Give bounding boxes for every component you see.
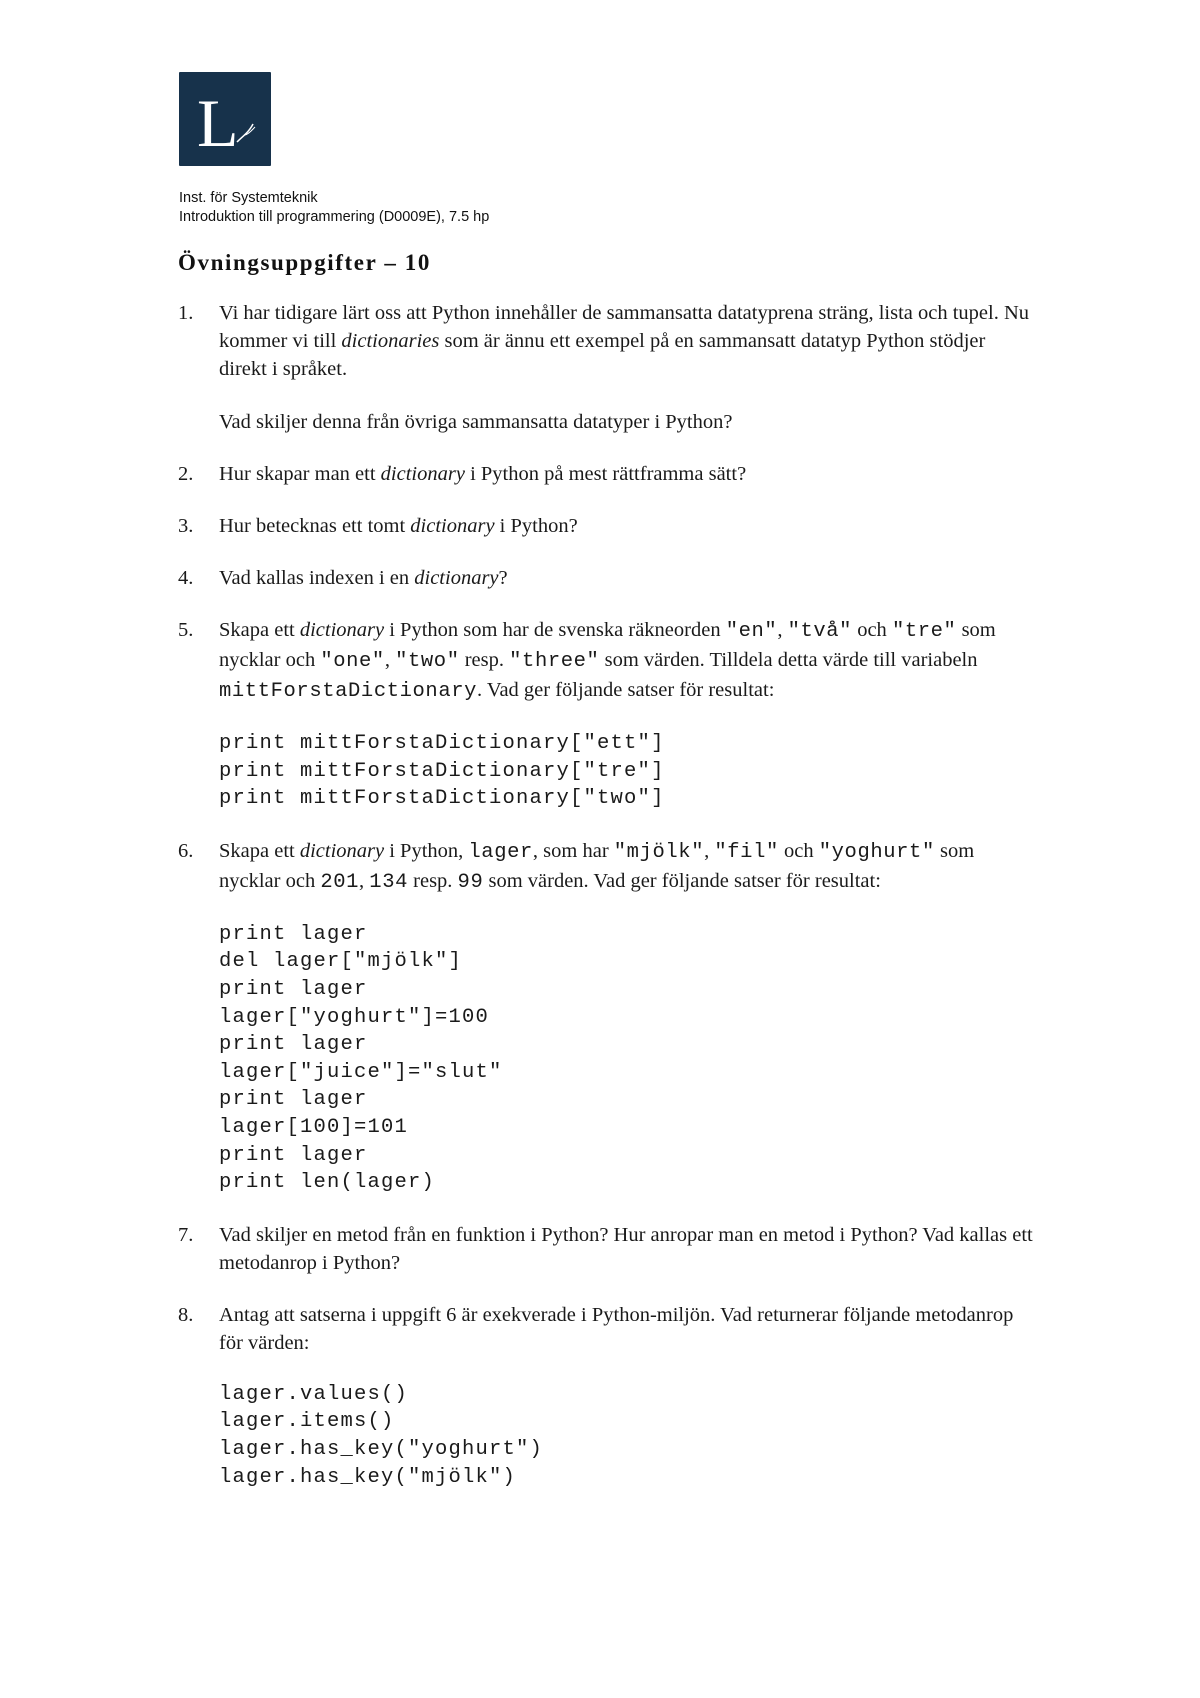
text-run: . Vad ger följande satser för resultat: (477, 679, 775, 701)
inline-code: "fil" (714, 840, 779, 864)
question-text (219, 460, 1038, 488)
text-run: , (384, 649, 396, 671)
text-run: , (777, 619, 788, 641)
inline-code: mittForstaDictionary (219, 680, 478, 703)
question-text (219, 299, 1038, 383)
code-line: print lager (219, 977, 368, 1001)
code-block (219, 921, 1038, 1197)
question-number: 2. (178, 463, 194, 485)
inline-code: lager (468, 840, 533, 864)
question-number: 6. (178, 839, 194, 862)
text-run: i Python, (384, 839, 469, 862)
code-line: print mittForstaDictionary["tre"] (219, 759, 665, 783)
text-run: i Python på mest rättframma sätt? (464, 463, 747, 485)
text-run: Vi har tidigare lärt oss att Python innehåller de sammansatta datatyprena sträng, lista och tupel. Nu kommer vi till (219, 302, 1030, 352)
text-run: , (704, 839, 715, 862)
italic-term: dictionary (380, 463, 465, 485)
text-run: som värden. Tilldela detta värde till variabeln (599, 649, 978, 671)
inline-code: "tre" (891, 620, 957, 643)
code-block (219, 1381, 1038, 1491)
document-header (179, 189, 489, 227)
question-item (178, 299, 1038, 436)
question-item (178, 1301, 1038, 1491)
code-line: lager[100]=101 (219, 1115, 409, 1139)
question-text (219, 564, 1038, 592)
question-text (219, 1301, 1038, 1357)
question-number: 8. (178, 1303, 194, 1326)
question-text (219, 1221, 1038, 1277)
inline-code: "three" (509, 650, 600, 673)
question-text (219, 616, 1038, 706)
question-item (178, 1221, 1038, 1277)
university-logo (179, 72, 271, 166)
italic-term: dictionaries (341, 330, 440, 352)
inline-code: "mjölk" (613, 840, 705, 864)
text-run: , (359, 869, 370, 892)
question-number: 7. (178, 1223, 194, 1246)
inline-code: 201 (320, 870, 360, 894)
text-run: resp. (408, 869, 458, 892)
italic-term: dictionary (299, 839, 385, 862)
italic-term: dictionary (410, 515, 495, 537)
question-item (178, 616, 1038, 813)
code-block (219, 730, 1038, 813)
question-text (219, 837, 1038, 897)
question-item (178, 837, 1038, 1197)
text-run: och (778, 839, 819, 862)
question-number: 4. (178, 567, 194, 589)
text-run: som värden. Vad ger följande satser för resultat: (483, 869, 881, 892)
inline-code: "two" (395, 650, 460, 673)
inline-code: "en" (725, 620, 778, 643)
inline-code: 134 (369, 870, 409, 894)
question-followup: Vad skiljer denna från övriga sammansatta datatyper i Python? (219, 411, 733, 433)
text-run: Vad skiljer en metod från en funktion i Python? Hur anropar man en metod i Python? Vad kallas ett metodanrop i Python? (219, 1223, 1033, 1274)
code-line: lager["juice"]="slut" (219, 1060, 503, 1084)
italic-term: dictionary (414, 567, 499, 589)
text-run: Skapa ett (219, 839, 300, 862)
page-title: Övningsuppgifter – 10 (178, 250, 431, 275)
text-run: ? (498, 567, 508, 589)
code-line: lager.has_key("yoghurt") (219, 1437, 544, 1461)
italic-term: dictionary (299, 619, 385, 641)
code-line: print lager (219, 1033, 368, 1057)
code-line: lager.values() (219, 1382, 409, 1406)
question-item (178, 512, 1038, 540)
logo-letter-graphic (179, 72, 271, 166)
question-item (178, 564, 1038, 592)
question-number: 3. (178, 515, 194, 537)
inline-code: "två" (787, 620, 853, 643)
inline-code: "yoghurt" (818, 840, 935, 864)
code-line: print mittForstaDictionary["two"] (219, 787, 665, 811)
logo-letter: L (197, 85, 239, 161)
inline-code: "one" (320, 650, 385, 673)
code-line: lager.has_key("mjölk") (219, 1465, 517, 1489)
text-run: , som har (532, 839, 614, 862)
text-run: som nycklar och (219, 619, 996, 671)
text-run: Hur skapar man ett (219, 463, 381, 485)
text-run: som nycklar och (219, 839, 975, 892)
text-run: resp. (459, 649, 510, 671)
course-name: Introduktion till programmering (D0009E), 7.5 hp (179, 209, 490, 225)
text-run: och (852, 619, 892, 641)
text-run: Vad kallas indexen i en (219, 567, 415, 589)
inline-code: 99 (457, 870, 484, 894)
text-run: i Python som har de svenska räkneorden (384, 619, 726, 641)
department-name: Inst. för Systemteknik (179, 190, 318, 206)
question-number: 5. (178, 619, 194, 641)
text-run: i Python? (494, 515, 578, 537)
text-run: Skapa ett (219, 619, 300, 641)
code-line: print lager (219, 1088, 368, 1112)
code-line: print mittForstaDictionary["ett"] (219, 732, 665, 755)
code-line: print len(lager) (219, 1171, 436, 1195)
code-line: print lager (219, 1143, 368, 1167)
text-run: Antag att satserna i uppgift 6 är exekverade i Python-miljön. Vad returnerar följande metodanrop för värden: (219, 1303, 1014, 1354)
question-number: 1. (178, 302, 194, 324)
question-list (178, 299, 1038, 1515)
code-line: del lager["mjölk"] (219, 950, 463, 974)
text-run: Hur betecknas ett tomt (219, 515, 411, 537)
code-line: lager.items() (219, 1410, 395, 1434)
question-item (178, 460, 1038, 488)
question-text (219, 512, 1038, 540)
text-run: som är ännu ett exempel på en sammansatt datatyp Python stödjer direkt i språket. (219, 330, 986, 380)
code-line: lager["yoghurt"]=100 (219, 1005, 490, 1029)
code-line: print lager (219, 922, 368, 946)
